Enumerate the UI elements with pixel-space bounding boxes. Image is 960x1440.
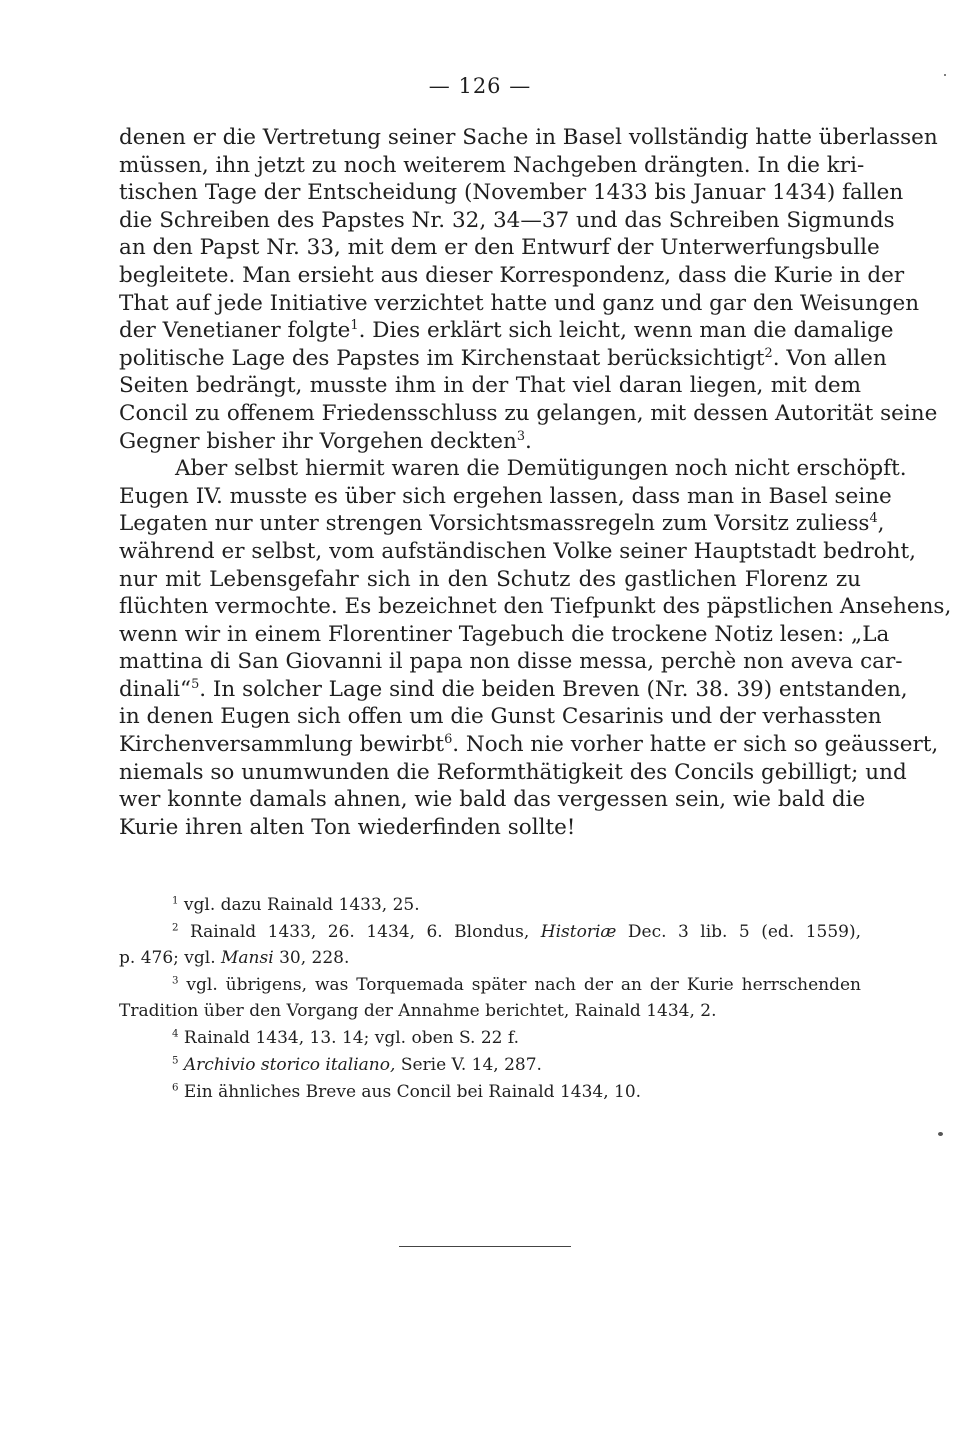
text-line: Kurie ihren alten Ton wiederfinden sollte! xyxy=(119,814,576,840)
footnotes xyxy=(119,892,861,1105)
footnote-3-cont: Tradition über den Vorgang der Annahme berichtet, Rainald 1434, 2. xyxy=(119,1001,717,1021)
text-line: politische Lage des Papstes im Kirchenstaat berücksichtigt$^2$. Von allen xyxy=(119,345,887,371)
text-line: wer konnte damals ahnen, wie bald das vergessen sein, wie bald die xyxy=(119,787,866,813)
footnote-ref: 1 xyxy=(350,318,359,333)
footnote-6: $^6$ Ein ähnliches Breve aus Concil bei Rainald 1434, 10. xyxy=(172,1082,642,1102)
text-line: der Venetianer folgte$^1$. Dies erklärt sich leicht, wenn man die damalige xyxy=(119,318,894,344)
footnote-2-cont: p. 476; vgl. Mansi 30, 228. xyxy=(119,948,350,968)
text-line: Gegner bisher ihr Vorgehen deckten$^3$. xyxy=(119,428,532,454)
text-line: Kirchenversammlung bewirbt$^6$. Noch nie vorher hatte er sich so geäussert, xyxy=(119,731,939,758)
text-line: begleitete. Man ersieht aus dieser Korrespondenz, dass die Kurie in der xyxy=(119,262,905,288)
text-line: denen er die Vertretung seiner Sache in Basel vollständig hatte überlassen xyxy=(119,125,938,150)
page-number: — 126 — xyxy=(428,74,532,98)
footnote-ref: 3 xyxy=(516,428,526,444)
margin-speck xyxy=(938,1132,943,1136)
text-line: That auf jede Initiative verzichtet hatte und ganz und gar den Weisungen xyxy=(119,290,920,316)
footnote-ref: 5 xyxy=(191,676,200,692)
text-line: mattina di San Giovanni il papa non disse messa, perchè non aveva car- xyxy=(119,649,903,675)
footnote-5: $^5$ Archivio storico italiano, Serie V. 14, 287. xyxy=(172,1055,542,1075)
body-text xyxy=(119,124,952,841)
text-line: die Schreiben des Papstes Nr. 32, 34—37 und das Schreiben Sigmunds xyxy=(119,207,895,233)
footnote-1: $^1$ vgl. dazu Rainald 1433, 25. xyxy=(172,895,420,915)
text-line: Concil zu offenem Friedensschluss zu gelangen, mit dessen Autorität seine xyxy=(119,400,938,426)
text-line: an den Papst Nr. 33, mit dem er den Entwurf der Unterwerfungsbulle xyxy=(119,235,880,261)
text-line: in denen Eugen sich offen um die Gunst Cesarinis und der verhassten xyxy=(119,704,882,730)
text-line: flüchten vermochte. Es bezeichnet den Tiefpunkt des päpstlichen Ansehens, xyxy=(119,594,952,620)
footnote-ref: 6 xyxy=(444,731,453,747)
footnote-3: $^3$ vgl. übrigens, was Torquemada später nach der an der Kurie herrschenden xyxy=(172,975,862,995)
text-line: Seiten bedrängt, musste ihm in der That viel daran liegen, mit dem xyxy=(119,373,861,399)
footnote-2: $^2$ Rainald 1433, 26. 1434, 6. Blondus, Historiæ Dec. 3 lib. 5 (ed. 1559), xyxy=(172,922,862,942)
text-line: Eugen IV. musste es über sich ergehen lassen, dass man in Basel seine xyxy=(119,483,892,509)
text-line: nur mit Lebensgefahr sich in den Schutz des gastlichen Florenz zu xyxy=(119,566,861,592)
footnote-4: $^4$ Rainald 1434, 13. 14; vgl. oben S. 22 f. xyxy=(172,1028,519,1048)
end-rule xyxy=(399,1246,571,1247)
footnote-ref: 4 xyxy=(869,511,878,527)
text-line: wenn wir in einem Florentiner Tagebuch die trockene Notiz lesen: „La xyxy=(119,621,890,647)
text-line: dinali“$^5$. In solcher Lage sind die beiden Breven (Nr. 38. 39) entstanden, xyxy=(119,676,908,702)
margin-speck xyxy=(944,74,946,76)
text-line: müssen, ihn jetzt zu noch weiterem Nachgeben drängten. In die kri- xyxy=(119,152,865,178)
text-line: während er selbst, vom aufständischen Volke seiner Hauptstadt bedroht, xyxy=(119,538,916,564)
text-line: Aber selbst hiermit waren die Demütigungen noch nicht erschöpft. xyxy=(175,456,907,482)
text-line: Legaten nur unter strengen Vorsichtsmassregeln zum Vorsitz zuliess$^4$, xyxy=(119,511,885,537)
footnote-ref: 2 xyxy=(764,345,773,361)
text-line: tischen Tage der Entscheidung (November 1433 bis Januar 1434) fallen xyxy=(119,180,904,206)
text-line: niemals so unumwunden die Reformthätigkeit des Concils gebilligt; und xyxy=(119,759,907,785)
